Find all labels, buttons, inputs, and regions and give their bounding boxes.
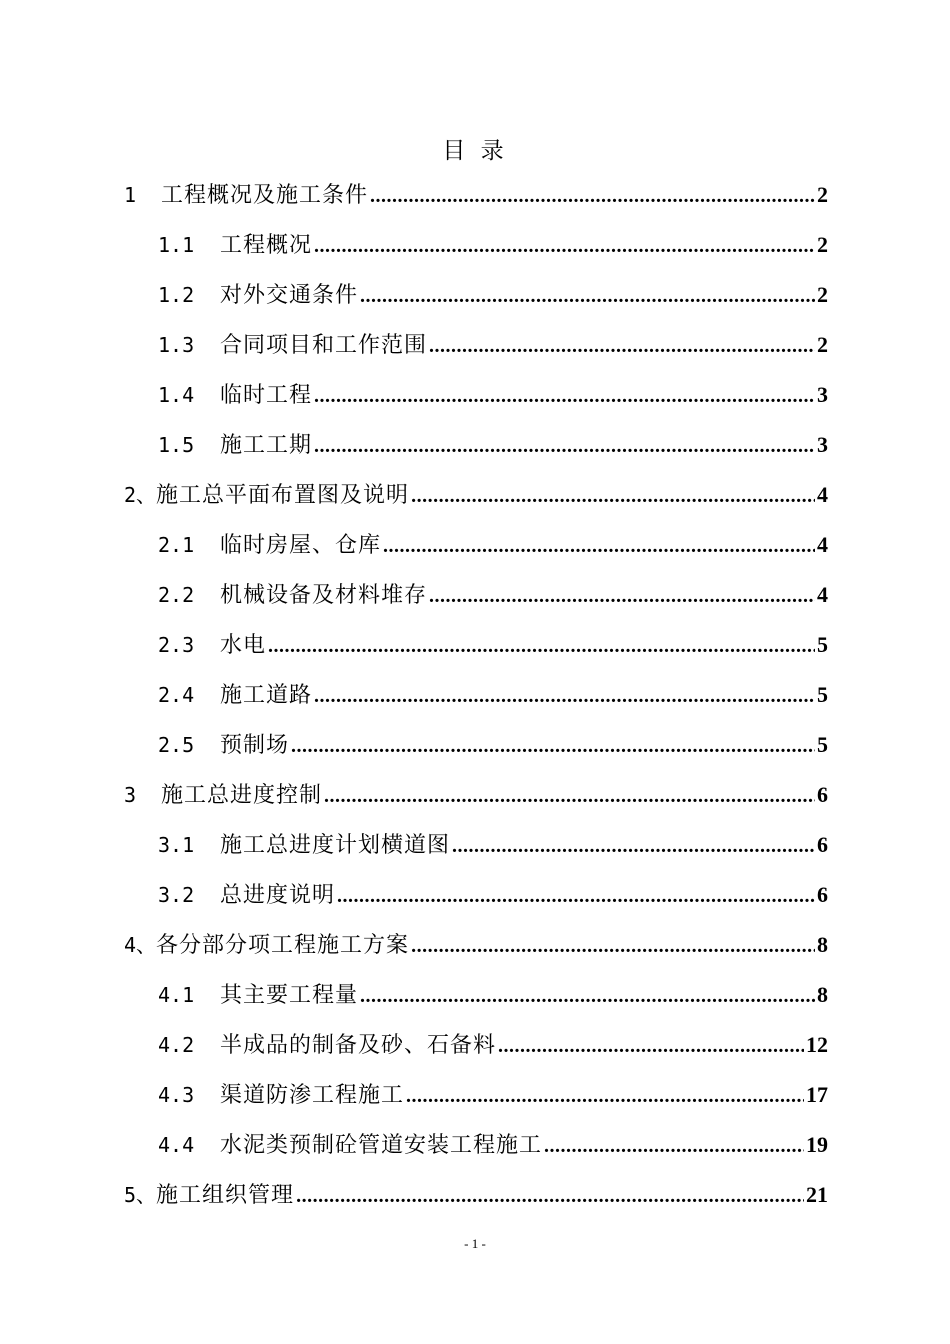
toc-title: 施工组织管理	[156, 1183, 295, 1208]
toc-number: 1.4	[158, 383, 195, 407]
toc-title: 渠道防渗工程施工	[220, 1083, 405, 1108]
toc-title: 对外交通条件	[220, 283, 359, 308]
toc-leader	[314, 685, 815, 708]
toc-leader	[429, 585, 815, 608]
toc-number: 1	[124, 183, 137, 207]
toc-entry[interactable]	[124, 228, 828, 278]
toc-title: 各分部分项工程施工方案	[156, 933, 410, 958]
toc-title: 施工总进度控制	[161, 783, 323, 808]
toc-title: 预制场	[220, 733, 290, 758]
toc-title: 其主要工程量	[220, 983, 359, 1008]
toc-entry[interactable]	[124, 678, 828, 728]
toc-page-number: 4	[817, 532, 828, 557]
toc-leader	[383, 535, 815, 558]
toc-page-number: 4	[817, 482, 828, 507]
toc-page-number: 6	[817, 832, 828, 857]
table-of-contents	[124, 178, 828, 1228]
toc-number: 1.5	[158, 433, 195, 457]
toc-title: 临时工程	[220, 383, 313, 408]
toc-page-number: 6	[817, 882, 828, 907]
toc-number: 4.3	[158, 1083, 195, 1107]
toc-page-number: 17	[806, 1082, 828, 1107]
toc-entry[interactable]	[124, 878, 828, 928]
toc-page-number: 5	[817, 682, 828, 707]
toc-title: 半成品的制备及砂、石备料	[220, 1033, 497, 1058]
toc-page-number: 21	[806, 1182, 828, 1207]
toc-number: 2.2	[158, 583, 195, 607]
toc-title: 水泥类预制砼管道安装工程施工	[220, 1133, 543, 1158]
toc-entry[interactable]	[124, 978, 828, 1028]
toc-page-number: 2	[817, 232, 828, 257]
toc-title: 施工工期	[220, 433, 313, 458]
toc-leader	[498, 1035, 804, 1058]
toc-page-number: 19	[806, 1132, 828, 1157]
toc-page-number: 5	[817, 732, 828, 757]
toc-entry[interactable]	[124, 1178, 828, 1228]
toc-entry[interactable]	[124, 828, 828, 878]
toc-page-number: 8	[817, 982, 828, 1007]
toc-number: 5、	[124, 1183, 157, 1207]
toc-leader	[324, 785, 815, 808]
toc-leader	[314, 435, 815, 458]
page-footer-number: - 1 -	[464, 1236, 486, 1251]
toc-leader	[411, 935, 815, 958]
page-title: 目 录	[442, 138, 508, 164]
toc-entry[interactable]	[124, 278, 828, 328]
toc-number: 4、	[124, 933, 157, 957]
toc-page-number: 4	[817, 582, 828, 607]
toc-entry[interactable]	[124, 428, 828, 478]
toc-leader	[360, 285, 815, 308]
toc-title: 临时房屋、仓库	[220, 533, 382, 558]
toc-entry[interactable]	[124, 928, 828, 978]
toc-title: 施工道路	[220, 683, 313, 708]
toc-leader	[411, 485, 815, 508]
toc-entry[interactable]	[124, 578, 828, 628]
toc-number: 3	[124, 783, 137, 807]
toc-leader	[429, 335, 815, 358]
toc-title: 工程概况	[220, 233, 313, 258]
toc-number: 3.2	[158, 883, 195, 907]
toc-page-number: 2	[817, 282, 828, 307]
toc-entry[interactable]	[124, 628, 828, 678]
toc-title: 工程概况及施工条件	[161, 183, 369, 208]
toc-number: 2.3	[158, 633, 195, 657]
toc-title: 总进度说明	[220, 883, 336, 908]
toc-leader	[314, 235, 815, 258]
toc-number: 1.2	[158, 283, 195, 307]
toc-leader	[544, 1135, 804, 1158]
toc-number: 4.4	[158, 1133, 195, 1157]
toc-page-number: 5	[817, 632, 828, 657]
toc-entry[interactable]	[124, 1128, 828, 1178]
toc-title: 水电	[220, 633, 267, 658]
toc-number: 1.3	[158, 333, 195, 357]
toc-page-number: 2	[817, 182, 828, 207]
toc-page-number: 8	[817, 932, 828, 957]
toc-entry[interactable]	[124, 528, 828, 578]
toc-leader	[360, 985, 815, 1008]
toc-number: 3.1	[158, 833, 195, 857]
toc-page-number: 2	[817, 332, 828, 357]
toc-number: 2.1	[158, 533, 195, 557]
toc-title: 施工总进度计划横道图	[220, 833, 451, 858]
toc-number: 1.1	[158, 233, 195, 257]
toc-page-number: 6	[817, 782, 828, 807]
toc-entry[interactable]	[124, 1028, 828, 1078]
toc-entry[interactable]	[124, 178, 828, 228]
toc-leader	[314, 385, 815, 408]
toc-entry[interactable]	[124, 778, 828, 828]
toc-entry[interactable]	[124, 328, 828, 378]
toc-leader	[452, 835, 815, 858]
toc-title: 合同项目和工作范围	[220, 333, 428, 358]
toc-leader	[370, 185, 815, 208]
toc-title: 机械设备及材料堆存	[220, 583, 428, 608]
toc-page-number: 3	[817, 432, 828, 457]
toc-number: 4.2	[158, 1033, 195, 1057]
toc-number: 4.1	[158, 983, 195, 1007]
toc-leader	[337, 885, 815, 908]
toc-number: 2.5	[158, 733, 195, 757]
toc-leader	[291, 735, 815, 758]
toc-entry[interactable]	[124, 478, 828, 528]
toc-entry[interactable]	[124, 728, 828, 778]
toc-number: 2.4	[158, 683, 195, 707]
toc-leader	[296, 1185, 804, 1208]
toc-entry[interactable]	[124, 1078, 828, 1128]
toc-leader	[268, 635, 815, 658]
toc-title: 施工总平面布置图及说明	[156, 483, 410, 508]
toc-entry[interactable]	[124, 378, 828, 428]
toc-page-number: 12	[806, 1032, 828, 1057]
toc-page-number: 3	[817, 382, 828, 407]
toc-leader	[406, 1085, 804, 1108]
toc-number: 2、	[124, 483, 157, 507]
